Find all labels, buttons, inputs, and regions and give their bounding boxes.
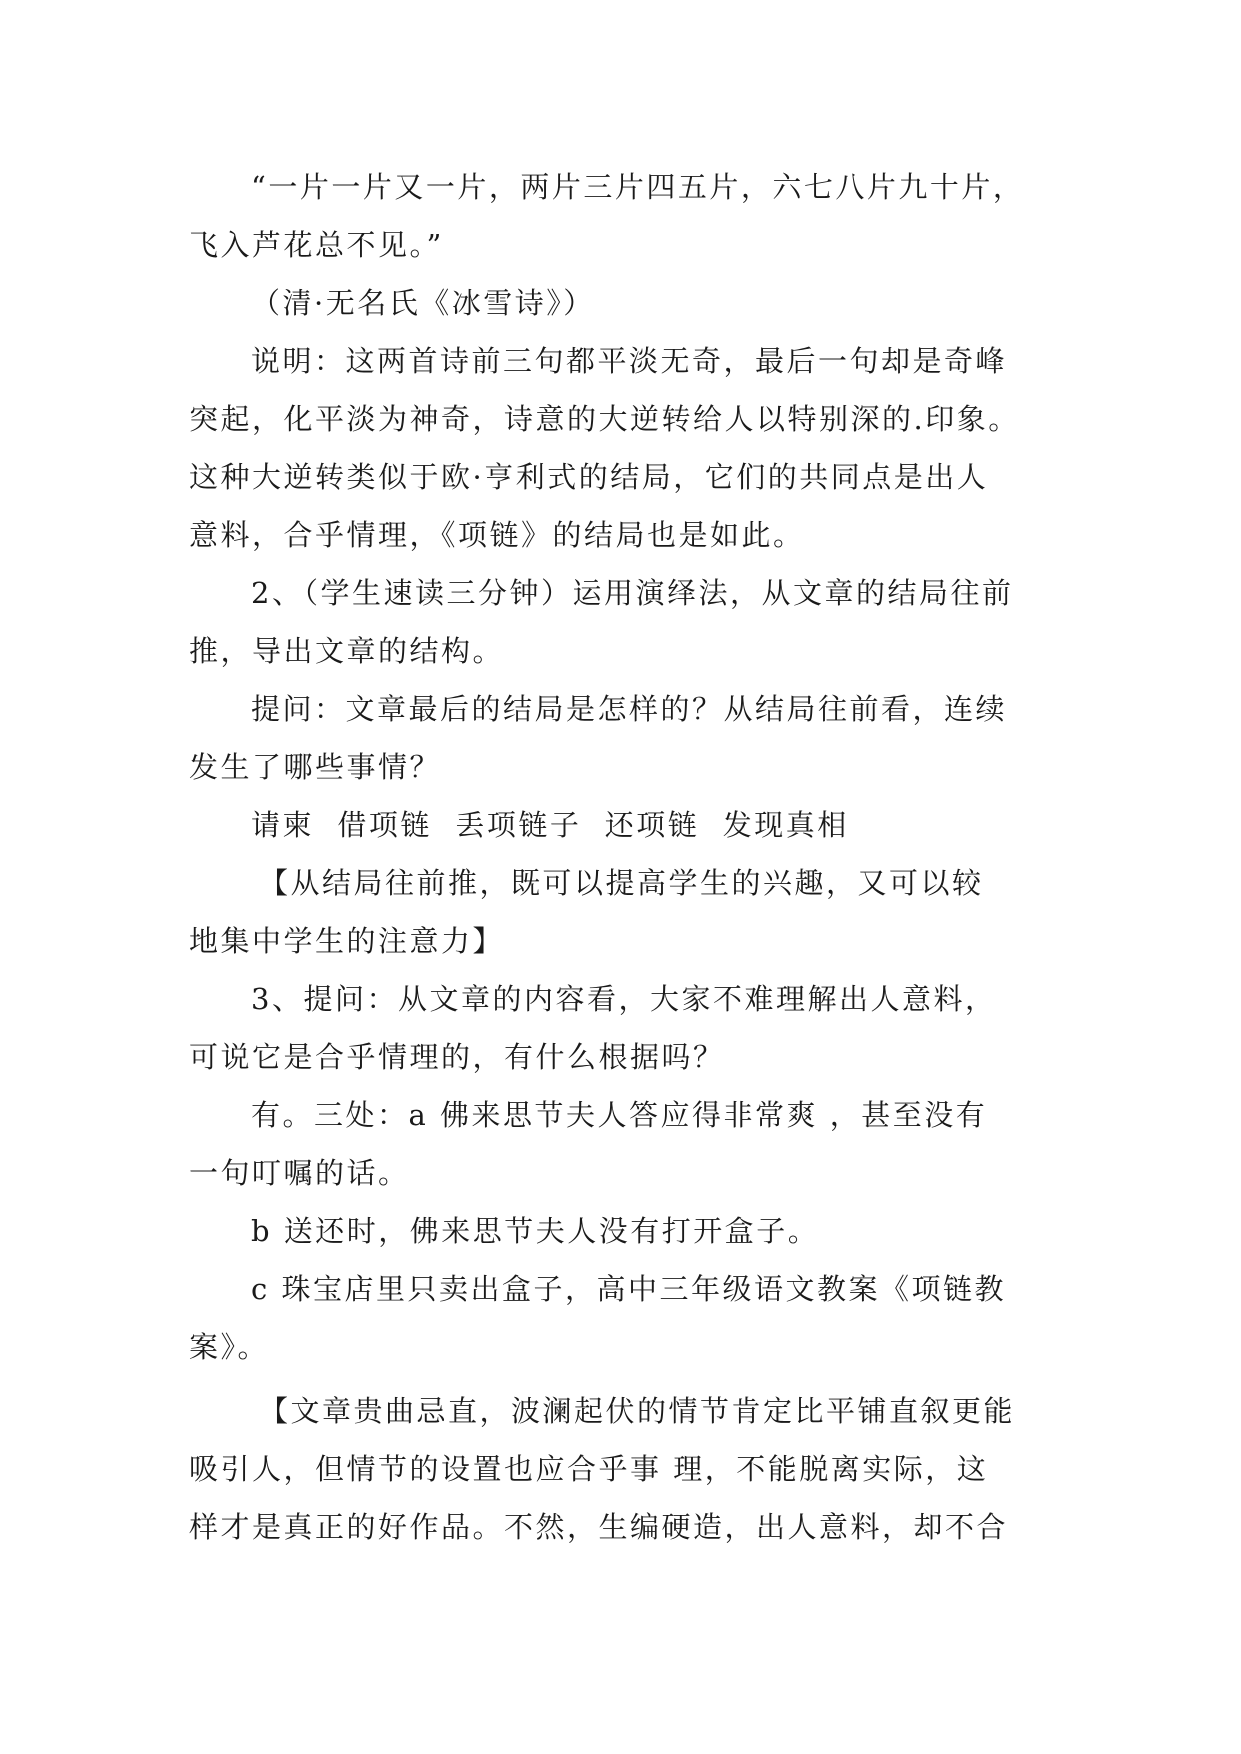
answer-point-c-line-2: 案》。: [189, 1330, 270, 1364]
final-note-line-3: 样才是真正的好作品。不然，生编硬造，出人意料，却不合: [189, 1510, 1009, 1544]
explanation-line-2: 突起，化平淡为神奇，诗意的大逆转给人以特别深的.印象。: [189, 402, 1020, 436]
step-2-line-2: 推，导出文章的结构。: [189, 634, 505, 668]
poem-line-2: 飞入芦花总不见。”: [189, 228, 444, 262]
document-body: [189, 158, 1057, 1556]
step-2-line-1: 2、（学生速读三分钟）运用演绎法，从文章的结局往前: [251, 576, 1014, 610]
final-note-line-2: 吸引人，但情节的设置也应合乎事 理，不能脱离实际，这: [189, 1452, 989, 1486]
explanation-line-1: 说明：这两首诗前三句都平淡无奇，最后一句却是奇峰: [251, 344, 1008, 378]
step-3-line-2: 可说它是合乎情理的，有什么根据吗？: [189, 1040, 725, 1074]
question-line-1: 提问：文章最后的结局是怎样的？从结局往前看，连续: [251, 692, 1008, 726]
explanation-line-4: 意料，合乎情理，《项链》的结局也是如此。: [189, 518, 805, 552]
question-line-2: 发生了哪些事情？: [189, 750, 442, 784]
poem-attribution: （清·无名氏《冰雪诗》）: [251, 286, 595, 320]
note-line-1: 【从结局往前推，既可以提高学生的兴趣，又可以较: [259, 866, 984, 900]
answer-line-1: 有。三处：a 佛来思节夫人答应得非常爽 ，甚至没有: [251, 1098, 988, 1132]
step-3-line-1: 3、提问：从文章的内容看，大家不难理解出人意料，: [251, 982, 997, 1016]
plot-sequence: 请柬 借项链 丢项链子 还项链 发现真相: [251, 808, 849, 842]
answer-line-2: 一句叮嘱的话。: [189, 1156, 410, 1190]
answer-point-b: b 送还时，佛来思节夫人没有打开盒子。: [251, 1214, 820, 1248]
answer-point-c-line-1: c 珠宝店里只卖出盒子，高中三年级语文教案《项链教: [251, 1272, 1006, 1306]
note-line-2: 地集中学生的注意力】: [189, 924, 505, 958]
poem-line-1: “一片一片又一片，两片三片四五片，六七八片九十片，: [251, 170, 1025, 204]
explanation-line-3: 这种大逆转类似于欧·亨利式的结局，它们的共同点是出人: [189, 460, 989, 494]
final-note-line-1: 【文章贵曲忌直，波澜起伏的情节肯定比平铺直叙更能: [259, 1394, 1016, 1428]
